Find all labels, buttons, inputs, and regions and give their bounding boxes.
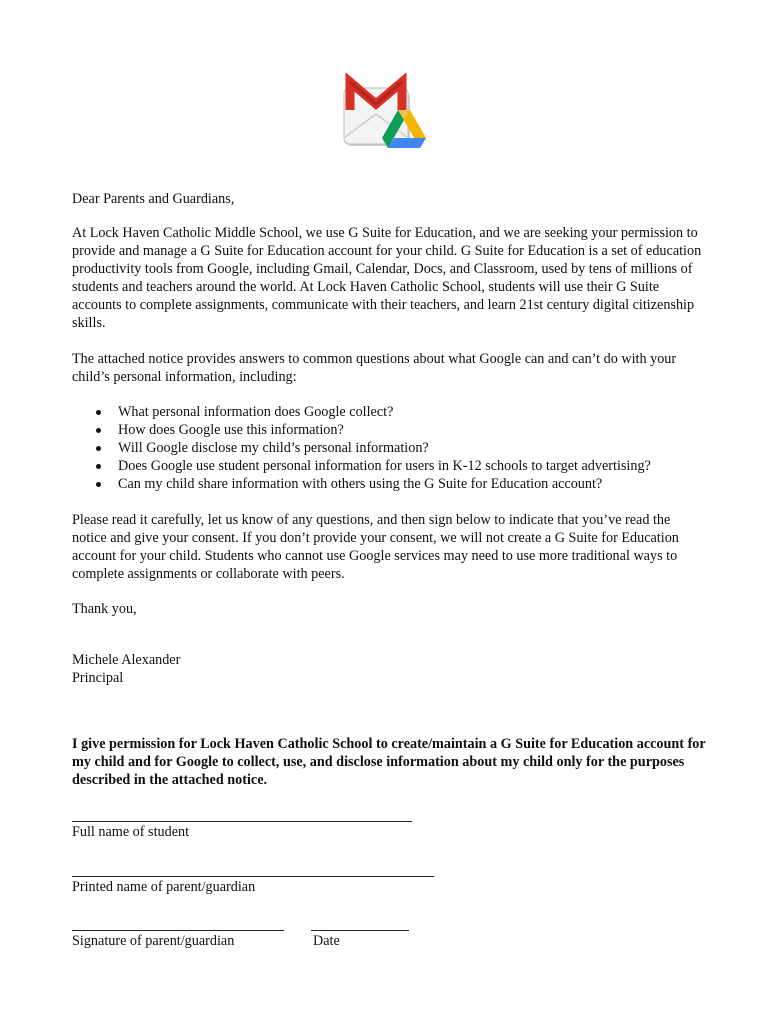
- signer-title: Principal: [72, 670, 124, 686]
- list-item: What personal information does Google collect?: [72, 403, 712, 421]
- student-name-line[interactable]: [72, 821, 412, 822]
- questions-list: [72, 403, 712, 493]
- parent-name-label: Printed name of parent/guardian: [72, 879, 256, 895]
- consent-statement: I give permission for Lock Haven Catholic School to create/maintain a G Suite for Education account for my child and for Google to collect, use, and disclose information about my child only for the purposes described in the attached notice.: [72, 736, 706, 788]
- list-item: How does Google use this information?: [72, 421, 712, 439]
- signer-name: Michele Alexander: [72, 652, 181, 668]
- student-name-label: Full name of student: [72, 824, 190, 840]
- bullet-icon: [96, 464, 101, 469]
- bullet-icon: [96, 482, 101, 487]
- gmail-drive-logo-icon: [340, 68, 436, 164]
- signature-line[interactable]: [72, 930, 284, 931]
- letter-paragraph-consent-request: Please read it carefully, let us know of any questions, and then sign below to indicate that you’ve read the notice and give your consent. If you don’t provide your consent, we will not create a G Suite for Education account for your child. Students who cannot use Google services may need to use more traditional ways to complete assignments or collaborate with peers.: [72, 512, 679, 582]
- letter-paragraph-intro: At Lock Haven Catholic Middle School, we use G Suite for Education, and we are seeking your permission to provide and manage a G Suite for Education account for your child. G Suite for Education is a set of education productivity tools from Google, including Gmail, Calendar, Docs, and Classroom, used by tens of millions of students and teachers around the world. At Lock Haven Catholic School, students will use their G Suite accounts to complete assignments, communicate with their teachers, and learn 21st century digital citizenship skills.: [72, 225, 702, 331]
- date-label: Date: [313, 933, 340, 949]
- bullet-icon: [96, 410, 101, 415]
- letter-closing: Thank you,: [72, 601, 137, 617]
- letter-paragraph-notice: The attached notice provides answers to common questions about what Google can and can’t do with your child’s personal information, including:: [72, 351, 677, 385]
- list-item: Will Google disclose my child’s personal information?: [72, 439, 712, 457]
- list-item: Does Google use student personal information for users in K-12 schools to target advertising?: [72, 457, 712, 475]
- parent-name-line[interactable]: [72, 876, 434, 877]
- signature-label: Signature of parent/guardian: [72, 933, 235, 949]
- letter-greeting: Dear Parents and Guardians,: [72, 191, 235, 207]
- list-item: Can my child share information with others using the G Suite for Education account?: [72, 475, 712, 493]
- date-line[interactable]: [311, 930, 409, 931]
- bullet-icon: [96, 428, 101, 433]
- bullet-icon: [96, 446, 101, 451]
